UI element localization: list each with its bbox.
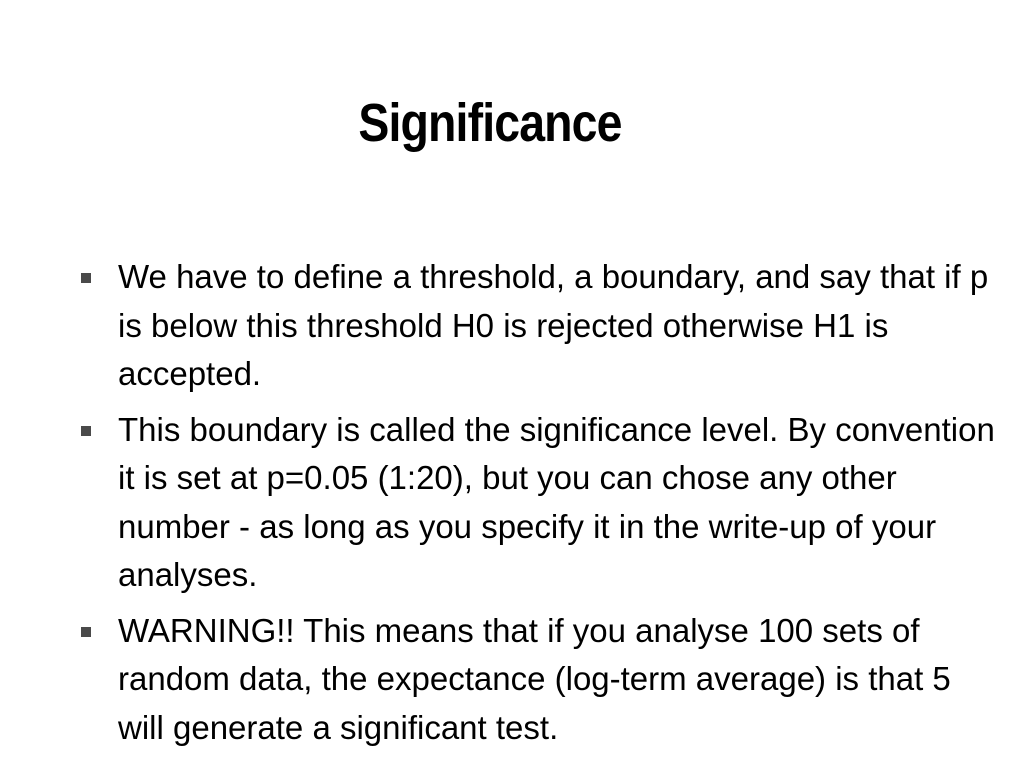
bullet-text: This boundary is called the significance level. By convention it is set at p=0.05 (1:20), but you can chose any other number - as long as you specify it in the write-up of your analyses. [118, 410, 995, 593]
square-bullet-icon [81, 273, 91, 283]
bullet-text: We have to define a threshold, a boundary, and say that if p is below this threshold H0 is rejected otherwise H1 is accepted. [118, 258, 989, 392]
bullet-text: WARNING!! This means that if you analyse 100 sets of random data, the expectance (log-term average) is that 5 will generate a significant test. [118, 611, 951, 746]
bullet-list [78, 253, 998, 759]
square-bullet-icon [81, 627, 91, 637]
list-item [78, 406, 998, 600]
list-item [78, 607, 998, 753]
slide-title: Significance [358, 93, 622, 153]
list-item [78, 253, 998, 399]
square-bullet-icon [81, 426, 91, 436]
